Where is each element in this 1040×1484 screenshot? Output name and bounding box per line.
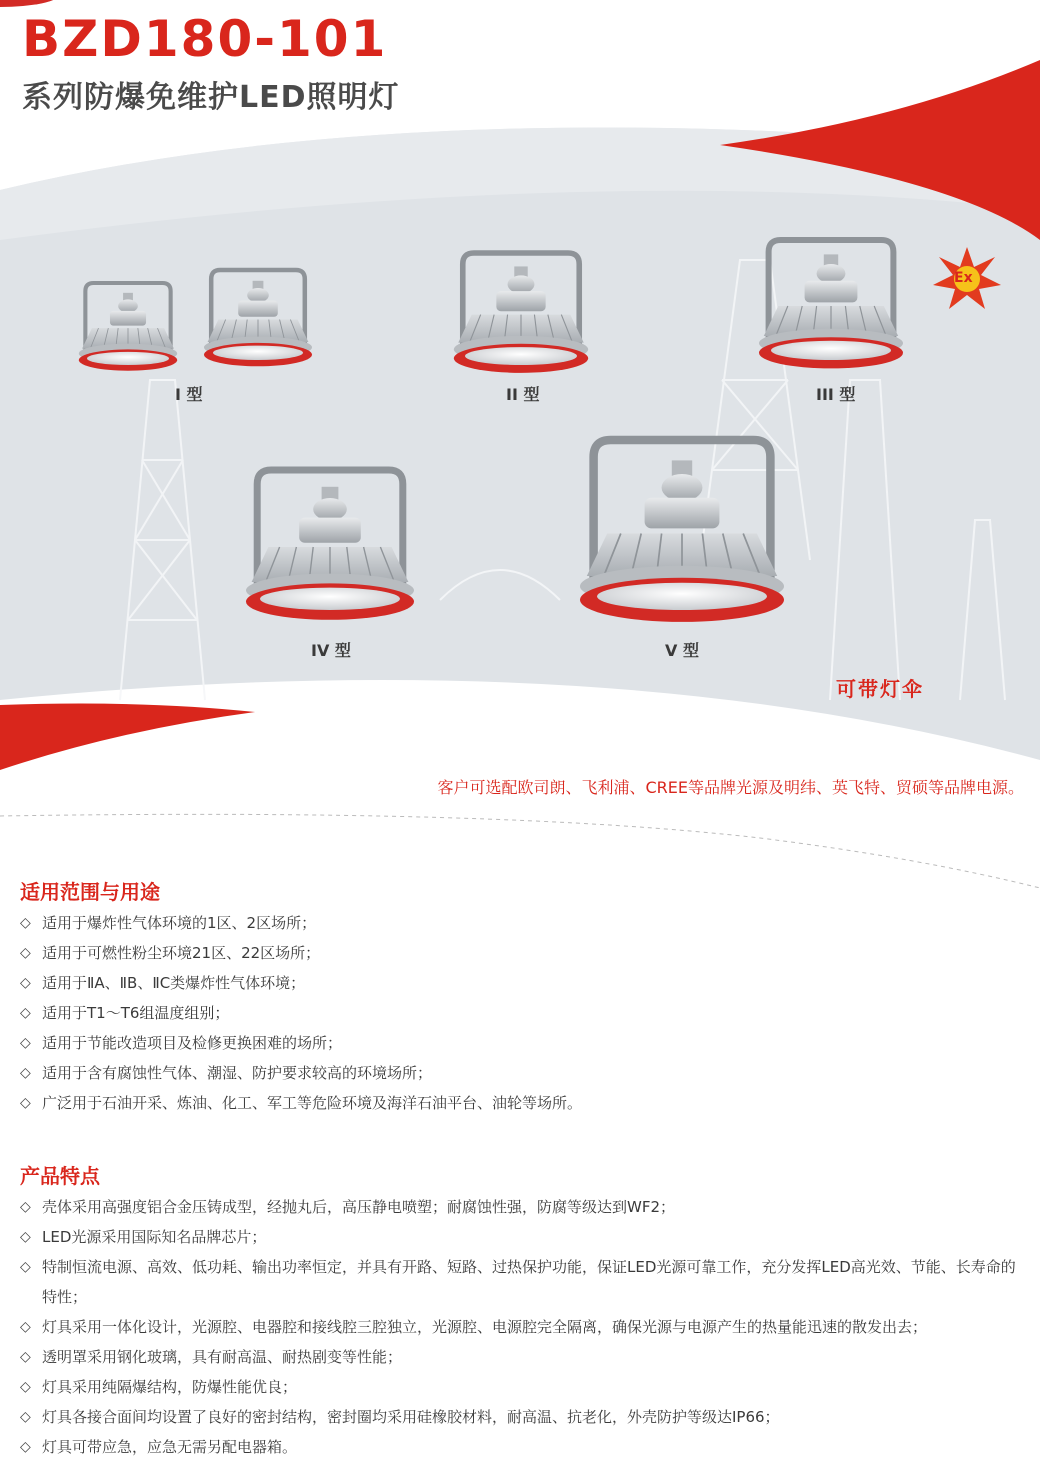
diamond-bullet-icon: ◇ — [20, 1409, 31, 1425]
diamond-bullet-icon: ◇ — [20, 915, 31, 931]
diamond-bullet-icon: ◇ — [20, 1229, 31, 1245]
list-item: ◇ 适用于可燃性粉尘环境21区、22区场所； — [20, 938, 1025, 968]
features-list — [20, 1192, 1025, 1462]
type-label-2: II 型 — [506, 385, 540, 404]
lamp-type-2-image — [454, 253, 588, 373]
type-label-3: III 型 — [816, 385, 856, 404]
applications-list — [20, 908, 1025, 1118]
diamond-bullet-icon: ◇ — [20, 1349, 31, 1365]
list-item: ◇ 适用于爆炸性气体环境的1区、2区场所； — [20, 908, 1025, 938]
lamp-type-1a-image — [79, 283, 177, 371]
lamp-type-4-image — [246, 470, 414, 620]
ex-badge: Ex — [954, 270, 973, 286]
list-item: ◇ 灯具采用一体化设计，光源腔、电器腔和接线腔三腔独立，光源腔、电源腔完全隔离，确保光源与电源产生的热量能迅速的散发出去； — [20, 1312, 1025, 1342]
list-item: ◇ 适用于T1～T6组温度组别； — [20, 998, 1025, 1028]
product-title: BZD180-101 — [22, 10, 388, 68]
diamond-bullet-icon: ◇ — [20, 975, 31, 991]
diamond-bullet-icon: ◇ — [20, 1065, 31, 1081]
product-subtitle: 系列防爆免维护LED照明灯 — [22, 80, 400, 115]
diamond-bullet-icon: ◇ — [20, 1095, 31, 1111]
type-label-1: Ⅰ 型 — [175, 385, 203, 404]
diamond-bullet-icon: ◇ — [20, 1439, 31, 1455]
list-item: ◇ 壳体采用高强度铝合金压铸成型，经抛丸后，高压静电喷塑；耐腐蚀性强，防腐等级达到WF2； — [20, 1192, 1025, 1222]
list-item: ◇ 灯具各接合面间均设置了良好的密封结构，密封圈均采用硅橡胶材料，耐高温、抗老化，外壳防护等级达IP66； — [20, 1402, 1025, 1432]
features-heading: 产品特点 — [20, 1164, 100, 1188]
lamp-type-1b-image — [204, 270, 312, 366]
list-item: ◇ 透明罩采用钢化玻璃，具有耐高温、耐热剧变等性能； — [20, 1342, 1025, 1372]
type-label-4: IV 型 — [311, 641, 351, 660]
umbrella-note: 可带灯伞 — [836, 677, 924, 701]
list-item: ◇ 灯具可带应急，应急无需另配电器箱。 — [20, 1432, 1025, 1462]
diamond-bullet-icon: ◇ — [20, 1379, 31, 1395]
lamp-type-3-image — [759, 240, 903, 368]
diamond-bullet-icon: ◇ — [20, 1319, 31, 1335]
list-item: ◇ 适用于含有腐蚀性气体、潮湿、防护要求较高的环境场所； — [20, 1058, 1025, 1088]
list-item: ◇ 适用于ⅡA、ⅡB、ⅡC类爆炸性气体环境； — [20, 968, 1025, 998]
list-item: ◇ LED光源采用国际知名品牌芯片； — [20, 1222, 1025, 1252]
diamond-bullet-icon: ◇ — [20, 945, 31, 961]
diamond-bullet-icon: ◇ — [20, 1199, 31, 1215]
list-item: ◇ 广泛用于石油开采、炼油、化工、军工等危险环境及海洋石油平台、油轮等场所。 — [20, 1088, 1025, 1118]
type-label-5: V 型 — [665, 641, 699, 660]
list-item: ◇ 特制恒流电源、高效、低功耗、输出功率恒定，并具有开路、短路、过热保护功能，保证LED光源可靠工作，充分发挥LED高光效、节能、长寿命的特性； — [20, 1252, 1025, 1312]
lamp-type-5-image — [580, 440, 784, 622]
list-item: ◇ 适用于节能改造项目及检修更换困难的场所； — [20, 1028, 1025, 1058]
diamond-bullet-icon: ◇ — [20, 1005, 31, 1021]
brand-options-note: 客户可选配欧司朗、飞利浦、CREE等品牌光源及明纬、英飞特、贸硕等品牌电源。 — [437, 778, 1024, 797]
applications-heading: 适用范围与用途 — [20, 880, 160, 904]
list-item: ◇ 灯具采用纯隔爆结构，防爆性能优良； — [20, 1372, 1025, 1402]
diamond-bullet-icon: ◇ — [20, 1259, 31, 1275]
diamond-bullet-icon: ◇ — [20, 1035, 31, 1051]
